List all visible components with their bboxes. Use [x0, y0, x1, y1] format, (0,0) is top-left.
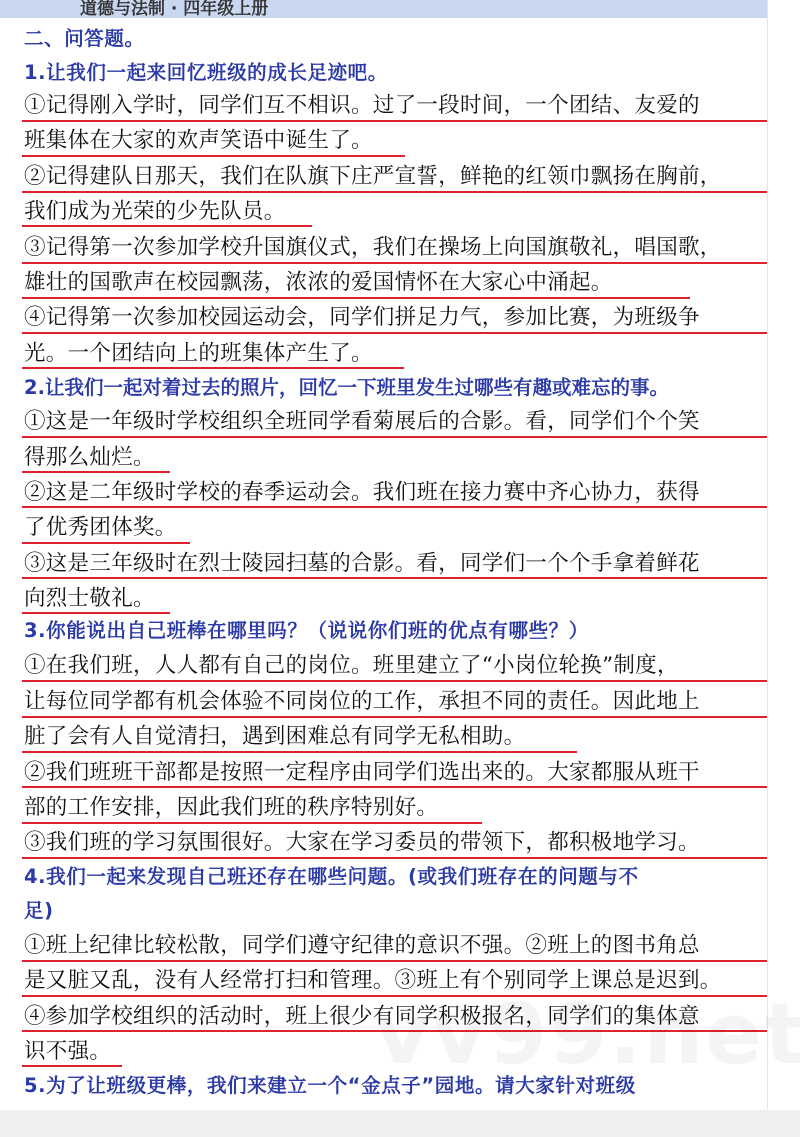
answer-underline — [22, 225, 312, 227]
answer-line: 得那么灿烂。 — [24, 445, 155, 470]
question-2-title: 2.让我们一起对着过去的照片，回忆一下班里发生过哪些有趣或难忘的事。 — [24, 376, 669, 399]
answer-underline — [22, 155, 405, 157]
answer-line: ①记得刚入学时，同学们互不相识。过了一段时间，一个团结、友爱的 — [24, 93, 700, 118]
answer-underline — [22, 262, 767, 264]
book-title: 道德与法制 · 四年级上册 — [80, 0, 269, 19]
answer-underline — [22, 822, 482, 824]
answer-line: 向烈士敬礼。 — [24, 586, 155, 611]
answer-line: 部的工作安排，因此我们班的秩序特别好。 — [24, 795, 439, 820]
answer-line: 雄壮的国歌声在校园飘荡，浓浓的爱国情怀在大家心中涌起。 — [24, 270, 613, 295]
watermark — [375, 985, 800, 1083]
header-bar — [0, 0, 767, 18]
answer-line: ③记得第一次参加学校升国旗仪式，我们在操场上向国旗敬礼，唱国歌， — [24, 235, 722, 260]
answer-underline — [22, 751, 577, 753]
answer-underline — [22, 332, 767, 334]
answer-line: ①班上纪律比较松散，同学们遵守纪律的意识不强。②班上的图书角总 — [24, 933, 700, 958]
answer-underline — [22, 786, 767, 788]
answer-line: 光。一个团结向上的班集体产生了。 — [24, 341, 373, 366]
answer-line: ③这是三年级时在烈士陵园扫墓的合影。看，同学们一个个手拿着鲜花 — [24, 551, 700, 576]
section-title: 二、问答题。 — [24, 27, 145, 50]
answer-line: 让每位同学都有机会体验不同岗位的工作，承担不同的责任。因此地上 — [24, 689, 700, 714]
answer-line: ②这是二年级时学校的春季运动会。我们班在接力赛中齐心协力，获得 — [24, 480, 700, 505]
answer-underline — [22, 680, 767, 682]
answer-underline — [22, 471, 170, 473]
question-4-title-cont: 足) — [24, 899, 54, 922]
answer-underline — [22, 120, 767, 122]
answer-line: 脏了会有人自觉清扫，遇到困难总有同学无私相助。 — [24, 724, 526, 749]
answer-underline — [22, 542, 190, 544]
answer-underline — [22, 297, 690, 299]
answer-line: 班集体在大家的欢声笑语中诞生了。 — [24, 128, 373, 153]
answer-line: 我们成为光荣的少先队员。 — [24, 199, 286, 224]
answer-underline — [22, 506, 767, 508]
answer-line: 是又脏又乱，没有人经常打扫和管理。③班上有个别同学上课总是迟到。 — [24, 968, 722, 993]
answer-underline — [22, 857, 767, 859]
answer-underline — [22, 1065, 122, 1067]
answer-underline — [22, 191, 767, 193]
answer-line: ④记得第一次参加校园运动会，同学们拼足力气，参加比赛，为班级争 — [24, 305, 700, 330]
answer-line: ②记得建队日那天，我们在队旗下庄严宣誓，鲜艳的红领巾飘扬在胸前， — [24, 164, 722, 189]
answer-line: ①在我们班，人人都有自己的岗位。班里建立了“小岗位轮换”制度， — [24, 653, 679, 678]
question-1-title: 1.让我们一起来回忆班级的成长足迹吧。 — [24, 61, 388, 84]
answer-underline — [22, 960, 767, 962]
answer-line: ④参加学校组织的活动时，班上很少有同学积极报名，同学们的集体意 — [24, 1004, 700, 1029]
answer-underline — [22, 436, 767, 438]
question-4-title: 4.我们一起来发现自己班还存在哪些问题。(或我们班存在的问题与不 — [24, 865, 639, 888]
answer-underline — [22, 367, 404, 369]
answer-line: ③我们班的学习氛围很好。大家在学习委员的带领下，都积极地学习。 — [24, 830, 700, 855]
answer-line: ①这是一年级时学校组织全班同学看菊展后的合影。看，同学们个个笑 — [24, 409, 700, 434]
question-3-title: 3.你能说出自己班棒在哪里吗？（说说你们班的优点有哪些？） — [24, 619, 589, 642]
answer-underline — [22, 716, 767, 718]
question-5-title: 5.为了让班级更棒，我们来建立一个“金点子”园地。请大家针对班级 — [24, 1074, 636, 1097]
bottom-strip — [0, 1110, 800, 1137]
answer-line: ②我们班班干部都是按照一定程序由同学们选出来的。大家都服从班干 — [24, 760, 700, 785]
answer-line: 了优秀团体奖。 — [24, 515, 177, 540]
answer-underline — [22, 577, 767, 579]
answer-line: 识不强。 — [24, 1039, 112, 1064]
page-edge — [767, 0, 768, 1110]
